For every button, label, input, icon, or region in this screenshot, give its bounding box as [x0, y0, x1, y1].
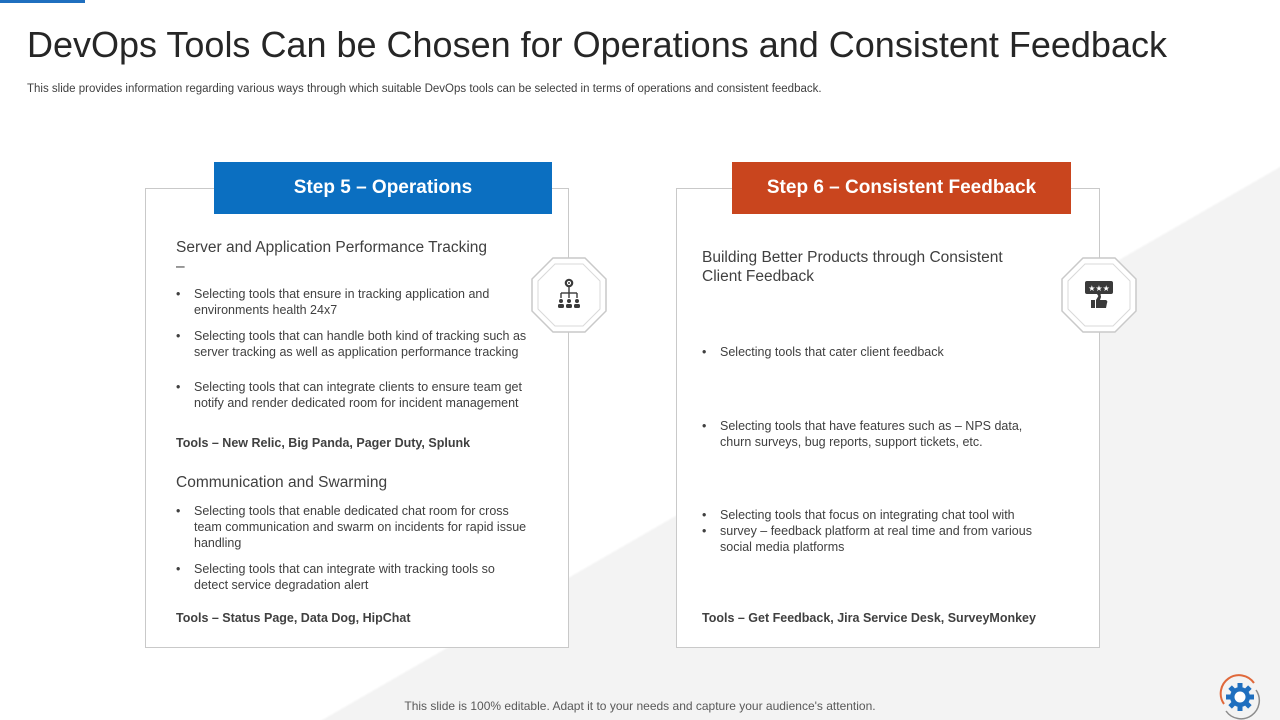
step6-connector-line [1099, 330, 1100, 648]
step6-section-title-line2: Client Feedback [702, 268, 815, 285]
slide-footer: This slide is 100% editable. Adapt it to your needs and capture your audience's attention. [404, 699, 876, 713]
step5-bullet-1: • Selecting tools that ensure in tracking application and environments health 24x7 [176, 286, 528, 318]
step6-header: Step 6 – Consistent Feedback [732, 162, 1071, 214]
step6-section-title-line1: Building Better Products through Consistent [702, 249, 1003, 266]
step5-section2-tools: Tools – Status Page, Data Dog, HipChat [176, 611, 411, 625]
step6-tools: Tools – Get Feedback, Jira Service Desk, SurveyMonkey [702, 611, 1036, 625]
step5-bullet-4: • Selecting tools that enable dedicated chat room for cross team communication and swarm on incidents for rapid issue handling [176, 503, 536, 551]
step6-bullet-1: • Selecting tools that cater client feedback [702, 344, 1062, 360]
top-accent-bar [0, 0, 85, 3]
svg-text:★★★: ★★★ [1088, 284, 1110, 293]
step5-bullet-5: • Selecting tools that can integrate with tracking tools so detect service degradation alert [176, 561, 526, 593]
slide-subtitle: This slide provides information regarding various ways through which suitable DevOps tools can be selected in terms of operations and consistent feedback. [27, 83, 822, 95]
slide-title: DevOps Tools Can be Chosen for Operations and Consistent Feedback [27, 24, 1167, 65]
step6-icon-badge [1061, 257, 1137, 333]
step5-connector-line [568, 330, 569, 648]
step5-bullet-2: • Selecting tools that can handle both kind of tracking such as server tracking as well as application performance tracking [176, 328, 534, 360]
step5-icon-badge [531, 257, 607, 333]
step5-header: Step 5 – Operations [214, 162, 552, 214]
step6-bullet-3: • Selecting tools that focus on integrating chat tool with [702, 507, 1062, 523]
step6-bullet-4: • survey – feedback platform at real time and from various social media platforms [702, 523, 1062, 555]
step5-section1-title-line1: Server and Application Performance Tracking [176, 239, 488, 256]
gear-logo-icon [1216, 674, 1264, 720]
step5-section2-title: Communication and Swarming [176, 474, 388, 491]
step5-section1-title [176, 238, 516, 276]
step6-bullet-2: • Selecting tools that have features such as – NPS data, churn surveys, bug reports, support tickets, etc. [702, 418, 1054, 450]
step6-section-title [702, 248, 1042, 286]
step5-bullet-3: • Selecting tools that can integrate clients to ensure team get notify and render dedicated room for incident management [176, 379, 528, 411]
step5-section1-tools: Tools – New Relic, Big Panda, Pager Duty, Splunk [176, 436, 471, 450]
step5-section1-title-line2: – [176, 258, 185, 275]
